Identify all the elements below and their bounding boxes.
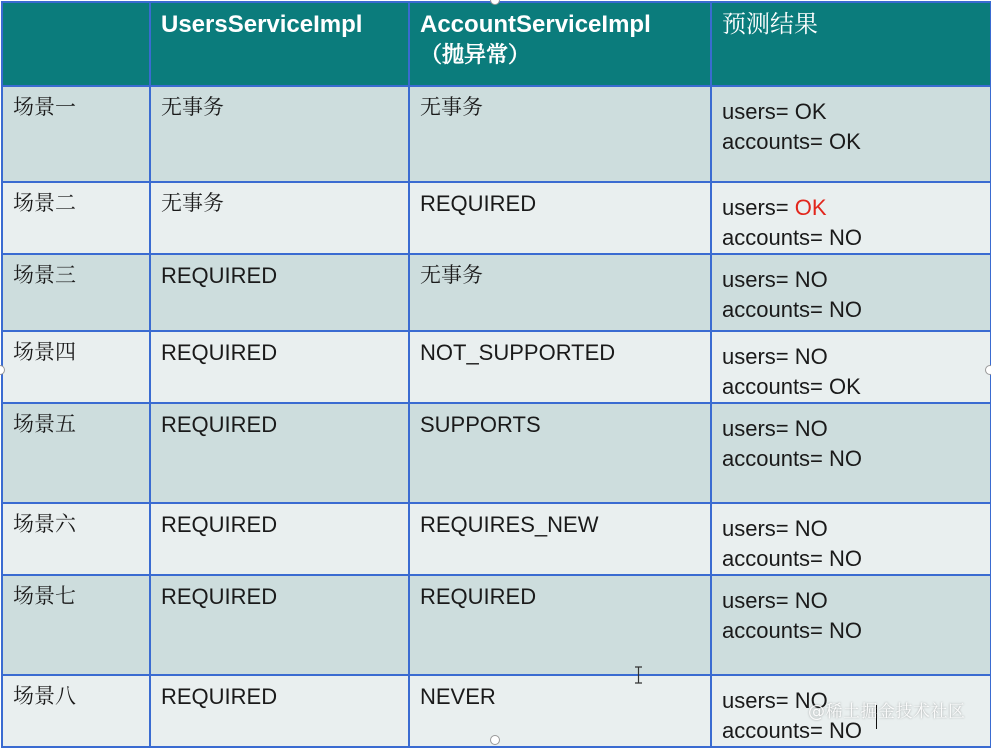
- header-account-impl-label: AccountServiceImpl: [420, 11, 651, 38]
- account-impl-cell: [409, 331, 711, 403]
- result-users-label: users=: [722, 516, 795, 541]
- scene-cell: [2, 86, 150, 182]
- result-accounts-label: accounts=: [722, 718, 830, 743]
- users-impl-value: REQUIRED: [161, 263, 278, 288]
- users-impl-cell: [150, 331, 409, 403]
- header-row: [2, 2, 991, 86]
- watermark: @稀土掘金技术社区: [808, 702, 966, 722]
- header-result-label: 预测结果: [722, 10, 818, 38]
- scene-cell: [2, 254, 150, 331]
- users-impl-value: REQUIRED: [161, 684, 278, 709]
- scene-label: 场景一: [13, 95, 76, 119]
- scene-cell: [2, 675, 150, 747]
- table-row: [2, 331, 991, 403]
- account-impl-value: NOT_SUPPORTED: [420, 340, 616, 365]
- scene-label: 场景七: [13, 584, 76, 608]
- scene-label: 场景三: [13, 263, 76, 287]
- result-users-value: NO: [794, 588, 828, 613]
- result-accounts-line: [722, 544, 980, 574]
- account-impl-cell: [409, 254, 711, 331]
- result-accounts-label: accounts=: [722, 297, 830, 322]
- result-users-label: users=: [722, 195, 795, 220]
- result-users-line: [722, 193, 980, 223]
- result-accounts-value: NO: [829, 225, 863, 250]
- result-accounts-label: accounts=: [722, 374, 830, 399]
- result-cell: [711, 331, 991, 403]
- account-impl-value: NEVER: [420, 684, 496, 709]
- scene-cell: [2, 331, 150, 403]
- result-accounts-value: NO: [829, 618, 863, 643]
- result-accounts-value: NO: [829, 546, 863, 571]
- scene-label: 场景八: [13, 684, 76, 708]
- propagation-table: [1, 1, 991, 748]
- result-users-label: users=: [722, 344, 795, 369]
- result-accounts-line: [722, 444, 980, 474]
- table-row: [2, 575, 991, 675]
- scene-cell: [2, 575, 150, 675]
- result-accounts-value: OK: [829, 374, 861, 399]
- result-accounts-label: accounts=: [722, 446, 830, 471]
- result-accounts-line: [722, 295, 980, 325]
- account-impl-cell: [409, 503, 711, 575]
- users-impl-cell: [150, 86, 409, 182]
- result-users-line: [722, 586, 980, 616]
- scene-cell: [2, 503, 150, 575]
- users-impl-value: REQUIRED: [161, 584, 278, 609]
- result-accounts-line: [722, 223, 980, 253]
- header-cell-scene: [2, 2, 150, 86]
- result-accounts-label: accounts=: [722, 546, 830, 571]
- result-users-value: NO: [794, 688, 828, 713]
- result-cell: [711, 254, 991, 331]
- result-accounts-line: [722, 127, 980, 157]
- header-cell-users-impl: [150, 2, 409, 86]
- result-users-line: [722, 414, 980, 444]
- result-users-label: users=: [722, 416, 795, 441]
- table-row: [2, 182, 991, 254]
- result-users-label: users=: [722, 99, 795, 124]
- account-impl-cell: [409, 403, 711, 503]
- result-users-label: users=: [722, 688, 795, 713]
- header-account-impl-sublabel: （抛异常）: [420, 42, 531, 69]
- users-impl-cell: [150, 403, 409, 503]
- result-accounts-value: NO: [829, 446, 863, 471]
- users-impl-value: REQUIRED: [161, 412, 278, 437]
- account-impl-value: SUPPORTS: [420, 412, 541, 437]
- scene-cell: [2, 403, 150, 503]
- result-cell: [711, 86, 991, 182]
- users-impl-value: REQUIRED: [161, 512, 278, 537]
- users-impl-cell: [150, 182, 409, 254]
- result-users-value: NO: [794, 344, 828, 369]
- account-impl-value: REQUIRED: [420, 584, 537, 609]
- users-impl-value: REQUIRED: [161, 340, 278, 365]
- header-users-impl-label: UsersServiceImpl: [161, 11, 363, 38]
- result-cell: [711, 503, 991, 575]
- result-users-line: [722, 342, 980, 372]
- table-row: [2, 503, 991, 575]
- scene-label: 场景五: [13, 412, 76, 436]
- text-cursor-icon: [634, 666, 643, 684]
- result-accounts-line: [722, 372, 980, 402]
- account-impl-value: 无事务: [420, 263, 483, 287]
- account-impl-cell: [409, 675, 711, 747]
- users-impl-cell: [150, 503, 409, 575]
- header-cell-account-impl: [409, 2, 711, 86]
- result-users-label: users=: [722, 267, 795, 292]
- result-users-line: [722, 514, 980, 544]
- table-row: [2, 86, 991, 182]
- result-users-line: [722, 265, 980, 295]
- header-cell-result: [711, 2, 991, 86]
- result-users-value: NO: [794, 416, 828, 441]
- result-accounts-value: OK: [829, 129, 861, 154]
- result-accounts-label: accounts=: [722, 618, 830, 643]
- result-accounts-value: NO: [829, 718, 863, 743]
- result-users-value: NO: [794, 267, 828, 292]
- account-impl-value: REQUIRED: [420, 191, 537, 216]
- result-cell: [711, 575, 991, 675]
- users-impl-value: 无事务: [161, 95, 224, 119]
- account-impl-value: 无事务: [420, 95, 483, 119]
- resize-handle-right[interactable]: [985, 365, 991, 375]
- account-impl-cell: [409, 86, 711, 182]
- result-accounts-value: NO: [829, 297, 863, 322]
- result-accounts-label: accounts=: [722, 129, 830, 154]
- result-users-value: NO: [794, 516, 828, 541]
- users-impl-cell: [150, 575, 409, 675]
- account-impl-cell: [409, 182, 711, 254]
- result-cell: [711, 403, 991, 503]
- account-impl-cell: [409, 575, 711, 675]
- header-scene-label: [3, 3, 149, 9]
- result-accounts-label: accounts=: [722, 225, 830, 250]
- scene-label: 场景四: [13, 340, 76, 364]
- resize-handle-bottom[interactable]: [490, 735, 500, 745]
- result-accounts-line: [722, 616, 980, 646]
- scene-label: 场景六: [13, 512, 76, 536]
- users-impl-cell: [150, 675, 409, 747]
- result-users-label: users=: [722, 588, 795, 613]
- users-impl-value: 无事务: [161, 191, 224, 215]
- account-impl-value: REQUIRES_NEW: [420, 512, 599, 537]
- scene-label: 场景二: [13, 191, 76, 215]
- result-users-value-highlighted: OK: [794, 195, 827, 220]
- users-impl-cell: [150, 254, 409, 331]
- result-cell: [711, 182, 991, 254]
- result-users-value: OK: [794, 99, 827, 124]
- result-users-line: [722, 97, 980, 127]
- table-row: [2, 403, 991, 503]
- scene-cell: [2, 182, 150, 254]
- table-row: [2, 254, 991, 331]
